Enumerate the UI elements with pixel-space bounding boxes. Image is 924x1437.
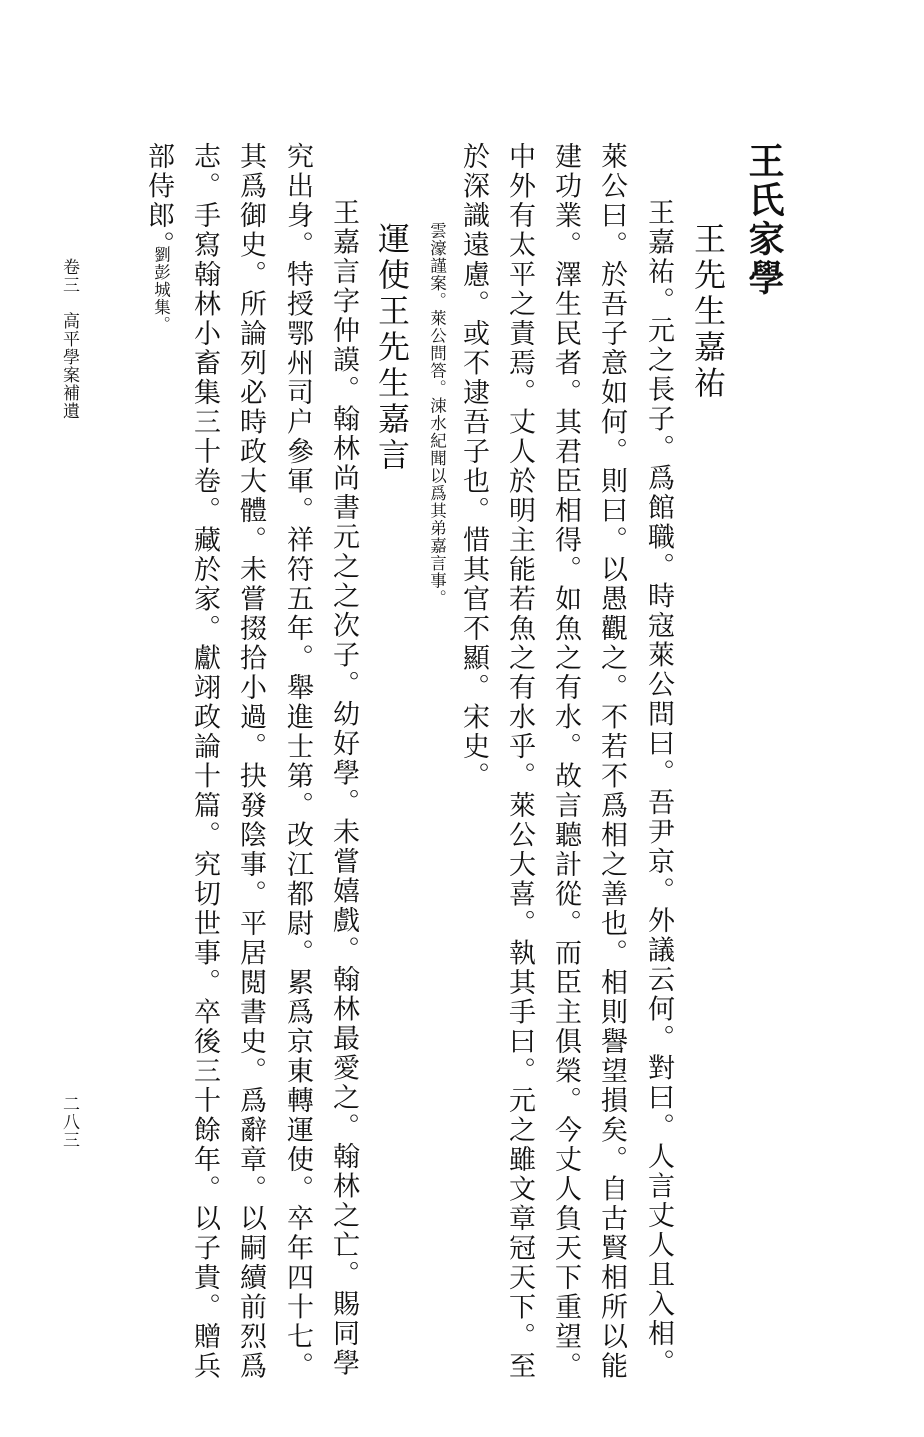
entry1-line-2: 萊公曰。於吾子意如何。則曰。以愚觀之。不若不爲相之善也。相則譽望損矣。自古賢相所以能 — [596, 142, 627, 1381]
entry2-source-note: 劉彭城集。 — [151, 246, 171, 334]
section-title: 王氏家學 — [743, 142, 785, 298]
entry1-editor-note: 雲濠謹案。萊公問答。涑水紀聞以爲其弟嘉言事。 — [427, 222, 447, 607]
entry1-line-4: 中外有太平之責焉。丈人於明主能若魚之有水乎。萊公大喜。執其手曰。元之雖文章冠天下。至 — [504, 142, 535, 1381]
entry2-line-5: 部侍郎。 — [143, 142, 174, 260]
entry2-line-4: 志。手寫翰林小畜集三十卷。藏於家。獻翊政論十篇。究切世事。卒後三十餘年。以子貴。贈兵 — [189, 142, 220, 1381]
book-chapter-label: 卷三 高平學案補遺 — [59, 258, 79, 420]
entry1-heading: 王先生嘉祐 — [689, 222, 727, 402]
entry2-line-3: 其爲御史。所論列必時政大體。未嘗掇拾小過。抉發陰事。平居閲書史。爲辭章。以嗣續前烈爲 — [235, 142, 266, 1381]
entry2-heading: 運使王先生嘉言 — [373, 222, 411, 474]
entry1-line-5: 於深識遠慮。或不逮吾子也。惜其官不顯。宋史。 — [458, 142, 489, 791]
entry2-line-1: 王嘉言字仲謨。翰林尚書元之之次子。幼好學。未嘗嬉戲。翰林最愛之。翰林之亡。賜同學 — [328, 198, 359, 1378]
entry1-line-1: 王嘉祐。元之長子。爲館職。時寇萊公問曰。吾尹京。外議云何。對曰。人言丈人且入相。 — [643, 198, 674, 1378]
entry1-line-3: 建功業。澤生民者。其君臣相得。如魚之有水。故言聽計從。而臣主俱榮。今丈人負天下重望。 — [550, 142, 581, 1381]
entry2-line-2: 究出身。特授鄂州司户參軍。祥符五年。舉進士第。改江都尉。累爲京東轉運使。卒年四十七。 — [282, 142, 313, 1381]
page-number: 二八三 — [59, 1095, 79, 1149]
